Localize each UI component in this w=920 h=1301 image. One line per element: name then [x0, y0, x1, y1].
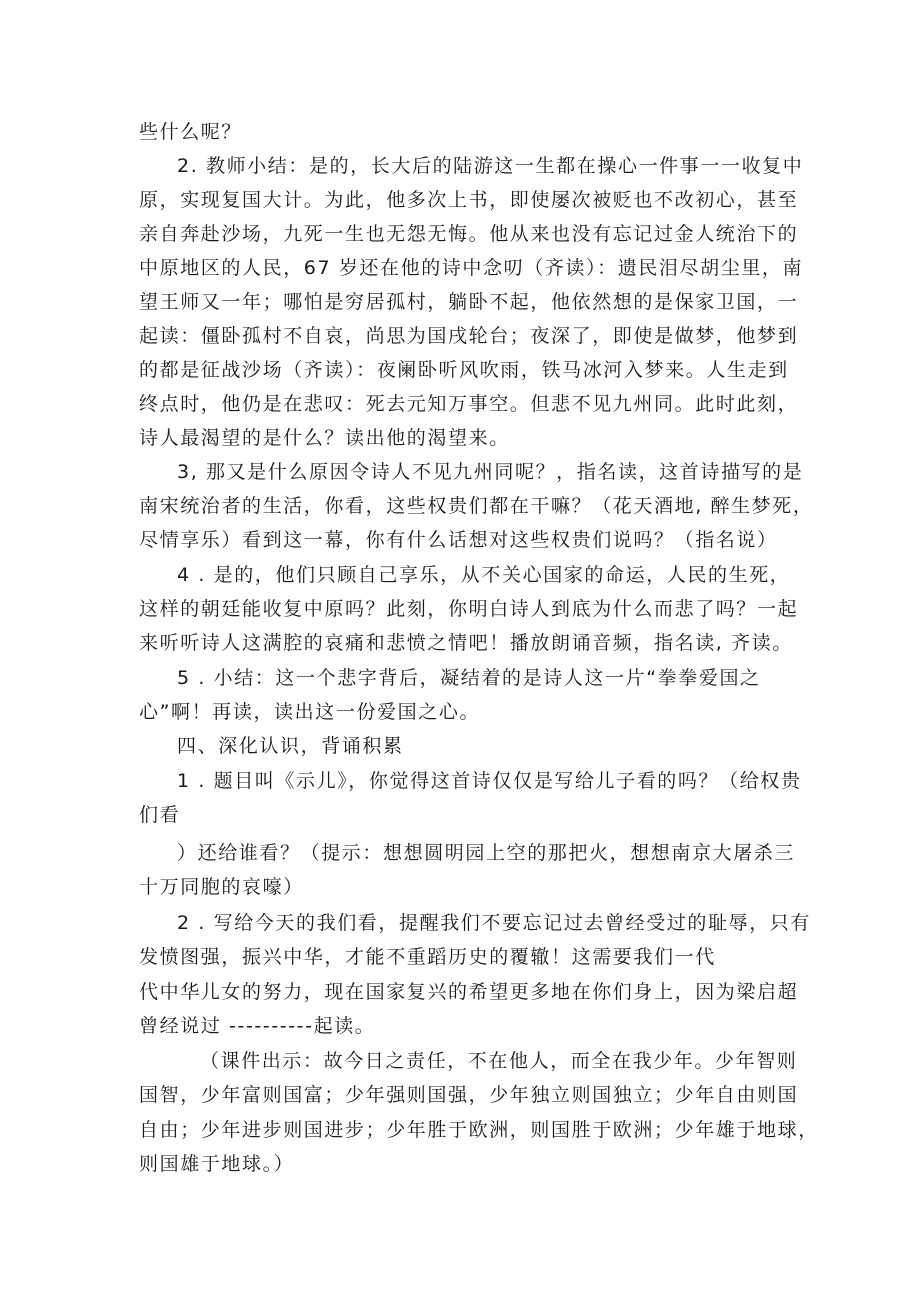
text-line: 尽情享乐）看到这一幕，你有什么话想对这些权贵们说吗？（指名说）: [139, 529, 778, 551]
text-line: 的都是征战沙场（齐读）：夜阑卧听风吹雨，铁马冰河入梦来。人生走到: [139, 359, 789, 381]
text-line: （课件出示：故今日之责任，不在他人，而全在我少年。少年智则: [200, 1050, 798, 1072]
text-line: 曾经说过 ----------起读。: [139, 1015, 376, 1037]
text-line: 国智，少年富则国富；少年强则国强，少年独立则国独立；少年自由则国: [139, 1084, 799, 1106]
text-line: 发愤图强，振兴中华，才能不重蹈历史的覆辙！这需要我们一代: [139, 946, 716, 968]
text-line: 这样的朝廷能收复中原吗？此刻，你明白诗人到底为什么而悲了吗？一起: [139, 598, 799, 620]
text-line: 起读：僵卧孤村不自哀，尚思为国戌轮台；夜深了，即使是做梦，他梦到: [139, 325, 799, 347]
text-line: 5 . 小结：这一个悲字背后，凝结着的是诗人这一片“拳拳爱国之: [177, 667, 761, 689]
text-line: ）还给谁看？（提示：想想圆明园上空的那把火，想想南京大屠杀三: [177, 842, 796, 864]
text-line: 望王师又一年；哪怕是穷居孤村，躺卧不起，他依然想的是保家卫国，一: [139, 291, 799, 313]
text-line: 南宋统治者的生活，你看，这些权贵们都在干嘛？（花天酒地, 醉生梦死，: [139, 495, 814, 517]
text-line: 亲自奔赴沙场，九死一生也无怨无悔。他从来也没有忘记过金人统治下的: [139, 223, 799, 245]
text-line: 些什么呢？: [139, 121, 243, 143]
text-line: 1 . 题目叫《示儿》，你觉得这首诗仅仅是写给儿子看的吗？（给权贵: [177, 770, 802, 792]
text-line: 诗人最渴望的是什么？读出他的渴望来。: [139, 427, 510, 449]
text-line: 原，实现复国大计。为此，他多次上书，即使屡次被贬也不改初心，甚至: [139, 189, 799, 211]
text-line: 代中华儿女的努力，现在国家复兴的希望更多地在你们身上，因为梁启超: [139, 981, 799, 1003]
text-line: 2. 教师小结：是的，长大后的陆游这一生都在操心一件事一一收复中: [177, 155, 804, 177]
text-line: 们看: [139, 804, 181, 826]
text-line: 3, 那又是什么原因令诗人不见九州同呢？，指名读，这首诗描写的是: [177, 461, 804, 483]
text-line: 来听听诗人这满腔的哀痛和悲愤之情吧！播放朗诵音频，指名读, 齐读。: [139, 632, 793, 654]
text-line: 4 . 是的，他们只顾自己享乐，从不关心国家的命运，人民的生死，: [177, 564, 791, 586]
text-line: 则国雄于地球。）: [139, 1153, 295, 1175]
text-line: 终点时，他仍是在悲叹：死去元知万事空。但悲不见九州同。此时此刻，: [139, 393, 799, 415]
text-line: 中原地区的人民，67 岁还在他的诗中念叨（齐读）：遗民泪尽胡尘里，南: [139, 257, 804, 279]
section-heading: 四、深化认识，背诵积累: [177, 735, 404, 757]
text-line: 十万同胞的哀嚎）: [139, 876, 304, 898]
text-line: 2 . 写给今天的我们看，提醒我们不要忘记过去曾经受过的耻辱，只有: [177, 912, 812, 934]
text-line: 自由；少年进步则国进步；少年胜于欧洲，则国胜于欧洲；少年雄于地球，: [139, 1119, 819, 1141]
text-line: 心”啊！再读，读出这一份爱国之心。: [139, 701, 481, 723]
